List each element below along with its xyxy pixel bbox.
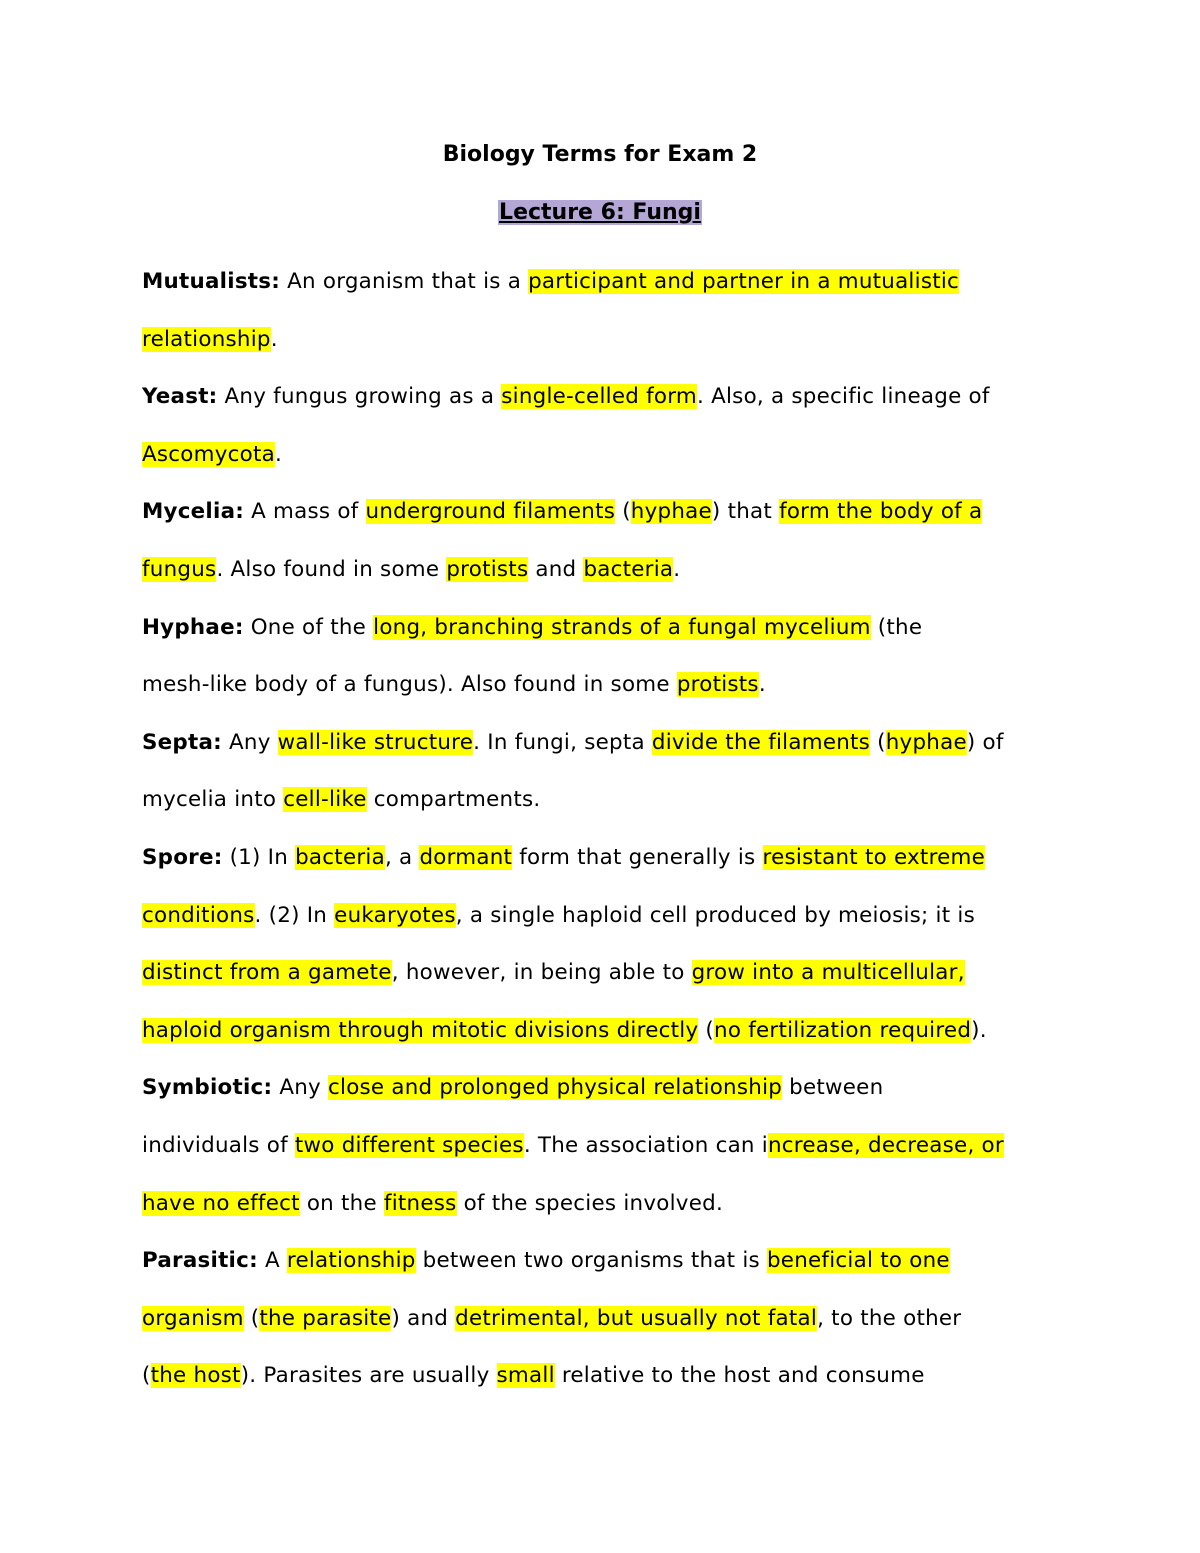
text-segment: and (528, 556, 584, 582)
text-line (142, 1232, 1062, 1290)
highlighted-text: Ascomycota (142, 441, 275, 467)
text-segment: between (782, 1075, 884, 1101)
highlighted-text: relationship (286, 1248, 416, 1274)
text-segment: . (270, 326, 278, 352)
highlighted-text: hyphae (885, 729, 967, 755)
text-line (142, 1290, 1062, 1348)
text-line (142, 483, 1062, 541)
term-label: Symbiotic: (142, 1075, 273, 1101)
highlighted-text: relationship (142, 326, 271, 352)
highlighted-text: two different species (294, 1132, 524, 1158)
text-segment: (the (870, 614, 923, 640)
highlighted-text: form the body of a (779, 499, 983, 525)
text-segment: . (758, 672, 766, 698)
text-segment: ( (243, 1305, 260, 1331)
highlighted-text: small (496, 1363, 555, 1389)
highlighted-text: resistant to extreme (762, 844, 986, 870)
text-segment: mesh-like body of a fungus). Also found in some (142, 672, 677, 698)
text-line (142, 253, 1062, 311)
highlighted-text: haploid organism through mitotic divisions directly (142, 1017, 699, 1043)
text-segment: . (2) In (254, 902, 335, 928)
highlighted-text: wall-like structure (277, 729, 474, 755)
text-line (142, 1059, 1062, 1117)
highlighted-text: beneficial to one (766, 1248, 950, 1274)
text-segment: ( (870, 729, 886, 755)
text-segment: , a (384, 844, 420, 870)
text-segment: ) of (966, 729, 1004, 755)
highlighted-text: fitness (383, 1190, 457, 1216)
text-segment: (1) In (222, 844, 296, 870)
term-label: Spore: (142, 844, 223, 870)
highlighted-text: organism (142, 1305, 244, 1331)
text-line (142, 714, 1062, 772)
highlighted-text: hyphae (630, 499, 712, 525)
highlighted-text: underground filaments (365, 499, 616, 525)
text-line (142, 1117, 1062, 1175)
text-segment: Any fungus growing as a (217, 384, 502, 410)
term-label: Mutualists: (142, 269, 281, 294)
text-segment: An organism that is a (280, 269, 529, 294)
highlighted-text: the host (150, 1363, 241, 1389)
highlighted-text: protists (446, 556, 529, 582)
term-label: Yeast: (142, 384, 218, 410)
text-segment: Any (221, 729, 278, 755)
highlighted-text: single-celled form (501, 384, 697, 410)
highlighted-text: have no effect (142, 1190, 300, 1216)
text-line (142, 426, 1062, 484)
highlighted-text: detrimental, but usually not fatal (455, 1305, 818, 1331)
text-segment: compartments. (366, 787, 541, 813)
text-line (142, 887, 1062, 945)
highlighted-text: bacteria (295, 844, 385, 870)
highlighted-text: cell-like (283, 787, 367, 813)
text-line (142, 771, 1062, 829)
text-segment: , however, in being able to (391, 960, 692, 986)
text-line (142, 311, 1062, 369)
term-label: Hyphae: (142, 614, 244, 640)
document-body (142, 253, 1062, 1405)
text-segment: on the (299, 1190, 384, 1216)
text-segment: ). Parasites are usually (240, 1363, 497, 1389)
document-title: Biology Terms for Exam 2 (442, 142, 758, 167)
text-segment: Any (272, 1075, 328, 1101)
lecture-heading-wrap (0, 196, 1200, 231)
lecture-heading: Lecture 6: Fungi (499, 200, 701, 225)
text-segment: ). (971, 1017, 987, 1043)
highlighted-text: no fertilization required (714, 1017, 972, 1043)
text-segment: A (257, 1248, 287, 1274)
text-segment: individuals of (142, 1132, 295, 1158)
text-segment: ( (142, 1363, 151, 1389)
text-line (142, 368, 1062, 426)
text-line (142, 1347, 1062, 1405)
text-line (142, 944, 1062, 1002)
text-segment: ( (698, 1017, 715, 1043)
text-line (142, 599, 1062, 657)
text-segment: . (274, 441, 283, 467)
highlighted-text: conditions (142, 902, 255, 928)
text-segment: , to the other (817, 1305, 962, 1331)
term-label: Parasitic: (142, 1248, 258, 1274)
text-segment: form that generally is (512, 844, 763, 870)
highlighted-text: the parasite (259, 1305, 392, 1331)
highlighted-text: close and prolonged physical relationship (327, 1075, 783, 1101)
highlighted-text: eukaryotes (334, 902, 456, 928)
highlighted-text: ncrease, decrease, or (767, 1132, 1004, 1158)
text-segment: mycelia into (142, 787, 284, 813)
text-segment: ( (615, 499, 631, 525)
text-segment: . In fungi, septa (473, 729, 652, 755)
text-line (142, 1002, 1062, 1060)
highlighted-text: distinct from a gamete (142, 960, 392, 986)
highlighted-text: dormant (419, 844, 513, 870)
highlighted-text: divide the filaments (651, 729, 871, 755)
highlighted-text: fungus (142, 556, 217, 582)
text-segment: relative to the host and consume (554, 1363, 925, 1389)
text-line (142, 1175, 1062, 1233)
text-segment: . The association can i (523, 1132, 768, 1158)
highlighted-text: long, branching strands of a fungal mycelium (373, 614, 871, 640)
text-segment: , a single haploid cell produced by meiosis; it is (455, 902, 976, 928)
term-label: Septa: (142, 729, 222, 755)
text-segment: A mass of (244, 499, 366, 525)
text-line (142, 541, 1062, 599)
highlighted-text: participant and partner in a mutualistic (528, 269, 960, 294)
highlighted-text: grow into a multicellular, (691, 960, 965, 986)
text-segment: of the species involved. (456, 1190, 723, 1216)
text-segment: ) and (391, 1305, 456, 1331)
text-segment: One of the (243, 614, 374, 640)
text-line (142, 656, 1062, 714)
text-segment: between two organisms that is (415, 1248, 767, 1274)
text-segment: . (673, 556, 681, 582)
highlighted-text: bacteria (583, 556, 674, 582)
term-label: Mycelia: (142, 499, 245, 525)
text-line (142, 829, 1062, 887)
text-segment: . Also, a specific lineage of (697, 384, 990, 410)
text-segment: . Also found in some (216, 556, 447, 582)
text-segment: ) that (711, 499, 780, 525)
highlighted-text: protists (676, 672, 759, 698)
